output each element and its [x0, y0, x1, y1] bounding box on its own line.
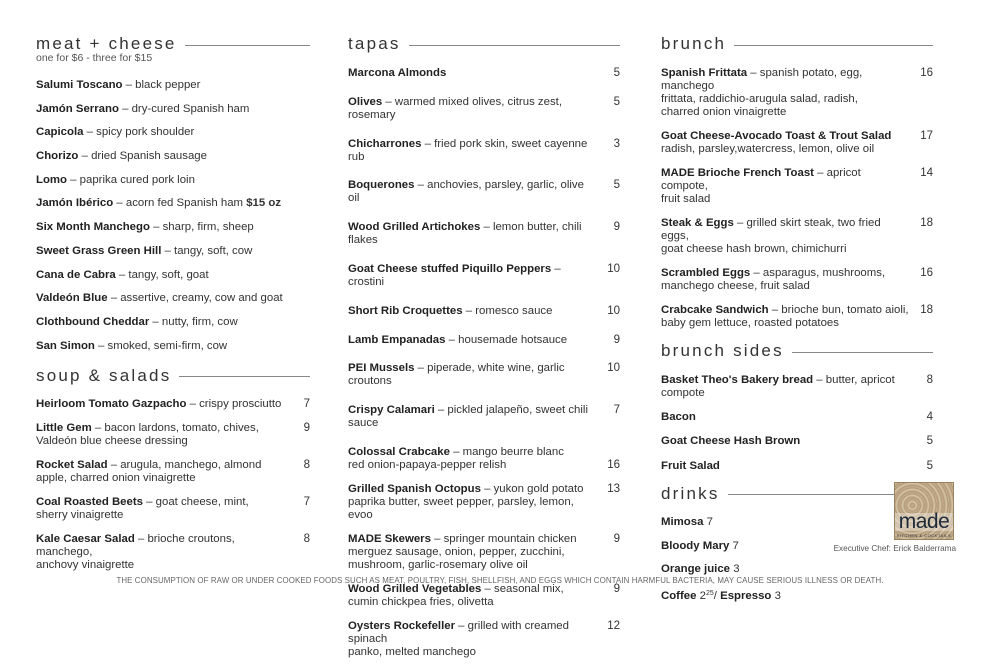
item-price: 5 [926, 435, 933, 448]
item-price: 8 [926, 374, 933, 386]
item-desc: – springer mountain chicken [430, 532, 577, 545]
item-desc: – spicy pork shoulder [83, 126, 195, 139]
drinks-header [661, 484, 933, 504]
item-name: Capicola [36, 126, 84, 139]
item-price: 7 [303, 495, 310, 508]
item-desc: – dried Spanish sausage [78, 150, 207, 163]
item-desc: – grilled with creamed spinach [348, 619, 569, 645]
disclaimer: THE CONSUMPTION OF RAW OR UNDER COOKED FOODS SUCH AS MEAT, POULTRY, FISH, SHELLFISH, AND EGGS WHICH CONTAIN HARMFUL BACTERIA, MAY CAUSE SERIOUS ILLNESS OR DEATH. [116, 576, 884, 585]
item-desc: – yukon gold potato [480, 482, 584, 495]
item-name: MADE Brioche French Toast [661, 167, 814, 179]
item-desc: – warmed mixed olives, citrus zest, rosemary [348, 95, 562, 121]
item-desc: – nutty, firm, cow [149, 315, 238, 328]
item-name: San Simon [36, 339, 95, 352]
menu-item [348, 305, 620, 318]
menu-item [36, 422, 310, 448]
item-name: Sweet Grass Green Hill [36, 244, 162, 257]
tapas-list [348, 67, 620, 659]
menu-item [36, 398, 310, 411]
separator: / [713, 590, 721, 603]
menu-item [348, 138, 620, 164]
item-name: Spanish Frittata [661, 67, 748, 79]
logo-text: made [895, 513, 953, 531]
menu-item [661, 374, 933, 400]
item-name: Clothbound Cheddar [36, 315, 150, 328]
section-divider [179, 376, 310, 377]
logo-subtext: KITCHEN & COCKTAILS [896, 533, 952, 538]
menu-item [348, 533, 620, 572]
item-desc-line: red onion-papaya-pepper relish [348, 458, 507, 471]
menu-item [661, 563, 933, 576]
item-name: Orange juice [661, 563, 731, 576]
item-desc: – crostini [348, 262, 561, 288]
item-name: Olives [348, 95, 383, 108]
item-desc-line: apple, charred onion vinaigrette [36, 471, 196, 484]
item-desc-line: Valdeón blue cheese dressing [36, 434, 188, 447]
meat-cheese-subtitle: one for $6 - three for $15 [36, 52, 153, 64]
menu-item [36, 174, 310, 187]
item-name: Bloody Mary [661, 539, 730, 552]
menu-item [36, 269, 310, 282]
item-price: 8 [303, 532, 310, 545]
item-price: 5 [613, 179, 620, 192]
drinks-list [661, 516, 933, 603]
item-desc: – brioche bun, tomato aioli, [768, 304, 909, 316]
item-price: 17 [920, 130, 933, 142]
executive-chef: Executive Chef: Erick Balderrama [833, 544, 956, 553]
item-name: Chorizo [36, 150, 79, 163]
item-desc: – butter, apricot compote [661, 374, 895, 399]
item-desc: – seasonal mix, [481, 582, 564, 595]
item-desc: – tangy, soft, goat [115, 268, 209, 281]
section-divider [792, 352, 933, 353]
item-price: 7 [613, 404, 620, 417]
item-price: 9 [613, 221, 620, 234]
item-name: Cana de Cabra [36, 268, 116, 281]
item-desc-line: charred onion vinaigrette [661, 106, 787, 118]
menu-item [661, 130, 933, 156]
item-name: Basket Theo's Bakery bread [661, 374, 814, 386]
menu-item [661, 587, 933, 603]
item-price: 9 [613, 532, 620, 545]
item-name: MADE Skewers [348, 532, 431, 545]
item-desc: – assertive, creamy, cow and goat [107, 292, 283, 305]
item-name: Coal Roasted Beets [36, 495, 143, 508]
item-desc-line: mushroom, garlic-rosemary olive oil [348, 558, 528, 571]
item-name: Colossal Crabcake [348, 445, 450, 458]
drinks-title: drinks [661, 483, 720, 503]
item-name: Lomo [36, 173, 68, 186]
item-desc-line: baby gem lettuce, roasted potatoes [661, 317, 839, 329]
item-price: 10 [607, 304, 620, 317]
item-desc-line: goat cheese hash brown, chimichurri [661, 243, 847, 255]
item-name: Wood Grilled Artichokes [348, 221, 481, 234]
section-divider [185, 45, 310, 46]
item-price: 3 [733, 563, 740, 576]
item-desc: – tangy, soft, cow [161, 244, 253, 257]
item-desc: – lemon butter, chili flakes [348, 221, 582, 247]
item-name: Jamón Ibérico [36, 197, 114, 210]
item-price: 9 [613, 582, 620, 595]
item-desc: – dry-cured Spanish ham [118, 102, 250, 115]
brunch-sides-list [661, 374, 933, 473]
menu-item [661, 516, 933, 529]
menu-item [348, 404, 620, 430]
item-desc: – brioche croutons, manchego, [36, 532, 235, 558]
item-desc: – asparagus, mushrooms, [750, 267, 886, 279]
item-name: Rocket Salad [36, 458, 108, 471]
item-price: 10 [607, 362, 620, 375]
menu-item [36, 292, 310, 305]
meat-cheese-list [36, 79, 310, 353]
item-desc: – mango beurre blanc [449, 445, 564, 458]
brunch-sides-title: brunch sides [661, 341, 784, 360]
item-desc-line: merguez sausage, onion, pepper, zucchini, [348, 545, 565, 558]
menu-item [348, 96, 620, 122]
menu-item [36, 533, 310, 572]
brunch-list [661, 67, 933, 330]
item-name: Heirloom Tomato Gazpacho [36, 397, 187, 410]
section-divider [409, 45, 620, 46]
item-price: 7 [732, 539, 739, 552]
item-desc: – bacon lardons, tomato, chives, [91, 421, 259, 434]
item-name: PEI Mussels [348, 362, 415, 375]
item-price: 7 [303, 397, 310, 410]
menu-item [661, 167, 933, 206]
meat-cheese-header [36, 34, 310, 54]
item-desc: – sharp, firm, sheep [149, 221, 254, 234]
menu-item [661, 304, 933, 330]
menu-item [36, 197, 310, 210]
menu-item [348, 583, 620, 609]
item-desc: – romesco sauce [462, 304, 553, 317]
item-name: Marcona Almonds [348, 67, 447, 79]
item-price: 12 [607, 619, 620, 632]
item-name: Wood Grilled Vegetables [348, 582, 482, 595]
item-name: Oysters Rockefeller [348, 619, 456, 632]
menu-item [348, 483, 620, 522]
tapas-title: tapas [348, 34, 401, 53]
item-name: Kale Caesar Salad [36, 532, 135, 545]
tapas-header [348, 34, 620, 54]
menu-item [36, 150, 310, 163]
item-name: Scrambled Eggs [661, 267, 751, 279]
menu-item [348, 67, 620, 80]
item-name: Jamón Serrano [36, 102, 119, 115]
menu-item [348, 620, 620, 659]
item-price-cents: 25 [705, 590, 714, 598]
item-desc-line: fruit salad [661, 193, 711, 205]
item-price: 9 [303, 421, 310, 434]
item-price: 3 [774, 590, 781, 603]
item-price: 4 [926, 411, 933, 424]
item-name: Steak & Eggs [661, 217, 734, 229]
item-price: 18 [920, 217, 933, 229]
item-price: 14 [920, 167, 933, 179]
brunch-header [661, 34, 933, 54]
item-desc: – piperade, white wine, garlic croutons [348, 362, 565, 388]
item-price: 13 [607, 482, 620, 495]
item-name: Crispy Calamari [348, 404, 435, 417]
item-price: $15 oz [246, 197, 282, 210]
menu-item [348, 179, 620, 205]
menu-item [36, 221, 310, 234]
item-name: Chicharrones [348, 137, 422, 150]
menu-item [36, 459, 310, 485]
item-desc: – apricot compote, [661, 167, 861, 192]
item-desc-line: manchego cheese, fruit salad [661, 280, 810, 292]
soup-salads-title: soup & salads [36, 365, 172, 385]
menu-item [661, 267, 933, 293]
menu-item [348, 334, 620, 347]
item-desc: – smoked, semi-firm, cow [94, 339, 228, 352]
item-desc: – acorn fed Spanish ham [113, 197, 247, 210]
item-name: Crabcake Sandwich [661, 304, 769, 316]
item-price: 2 [699, 590, 706, 603]
section-divider [734, 45, 933, 46]
menu-item [348, 446, 620, 472]
menu-item [36, 496, 310, 522]
item-name: Boquerones [348, 179, 415, 192]
item-desc: – anchovies, parsley, garlic, olive oil [348, 179, 584, 205]
column-left [36, 34, 310, 583]
item-desc-line: panko, melted manchego [348, 645, 476, 658]
item-desc-line: radish, parsley,watercress, lemon, olive oil [661, 143, 875, 155]
menu-item [348, 263, 620, 289]
soup-salads-header [36, 366, 310, 386]
item-name: Goat Cheese-Avocado Toast & Trout Salad [661, 130, 892, 142]
item-desc: – fried pork skin, sweet cayenne rub [348, 137, 588, 163]
item-name: Mimosa [661, 515, 704, 528]
item-name: Lamb Empanadas [348, 333, 446, 346]
item-desc-line: sherry vinaigrette [36, 508, 124, 521]
column-right [661, 34, 933, 614]
menu-item [36, 103, 310, 116]
item-price: 5 [613, 67, 620, 79]
item-desc: – housemade hotsauce [445, 333, 568, 346]
item-price: 10 [607, 262, 620, 275]
item-name: Valdeón Blue [36, 292, 108, 305]
soup-salads-list [36, 398, 310, 572]
item-desc: – goat cheese, mint, [142, 495, 249, 508]
menu-item [36, 126, 310, 139]
item-desc: – paprika cured pork loin [67, 173, 195, 186]
brunch-title: brunch [661, 34, 727, 53]
item-name: Fruit Salad [661, 459, 720, 472]
menu-item [661, 435, 933, 448]
item-price: 3 [613, 137, 620, 150]
menu-item [661, 217, 933, 256]
item-desc: – black pepper [122, 79, 201, 91]
menu-item [36, 316, 310, 329]
item-price: 16 [920, 267, 933, 279]
brunch-sides-header [661, 341, 933, 361]
item-name: Goat Cheese stuffed Piquillo Peppers [348, 262, 552, 275]
menu-item [348, 221, 620, 247]
meat-cheese-title: meat + cheese [36, 34, 177, 53]
menu-item [36, 245, 310, 258]
item-desc-line: cumin chickpea fries, olivetta [348, 595, 494, 608]
menu-item [348, 362, 620, 388]
item-desc-line: frittata, raddichio-arugula salad, radish, [661, 93, 858, 105]
item-name: Little Gem [36, 421, 92, 434]
item-desc: – grilled skirt steak, two fried eggs, [661, 217, 881, 242]
menu-item [36, 340, 310, 353]
item-price: 5 [926, 459, 933, 472]
item-price: 18 [920, 304, 933, 316]
item-price: 16 [607, 458, 620, 471]
item-price: 16 [920, 67, 933, 79]
item-name: Goat Cheese Hash Brown [661, 435, 801, 448]
item-name: Salumi Toscano [36, 79, 123, 91]
item-desc: – spanish potato, egg, manchego [661, 67, 863, 92]
item-price: 7 [706, 515, 713, 528]
column-middle [348, 34, 620, 670]
item-name: Coffee [661, 590, 697, 603]
item-desc: – arugula, manchego, almond [107, 458, 262, 471]
item-price: 5 [613, 95, 620, 108]
item-name: Bacon [661, 411, 696, 424]
menu-item [36, 79, 310, 92]
item-price: 8 [303, 458, 310, 471]
menu-item [661, 67, 933, 119]
item-price: 9 [613, 333, 620, 346]
item-name: Espresso [720, 590, 772, 603]
item-desc: – crispy prosciutto [186, 397, 282, 410]
made-logo [894, 482, 954, 540]
item-name: Six Month Manchego [36, 221, 150, 234]
item-desc-line: paprika butter, sweet pepper, parsley, lemon, evoo [348, 495, 574, 521]
menu-item [661, 411, 933, 424]
menu-item [661, 460, 933, 473]
item-name: Short Rib Croquettes [348, 304, 463, 317]
item-desc: – pickled jalapeño, sweet chili sauce [348, 404, 588, 430]
item-desc-line: anchovy vinaigrette [36, 558, 135, 571]
item-name: Grilled Spanish Octopus [348, 482, 481, 495]
